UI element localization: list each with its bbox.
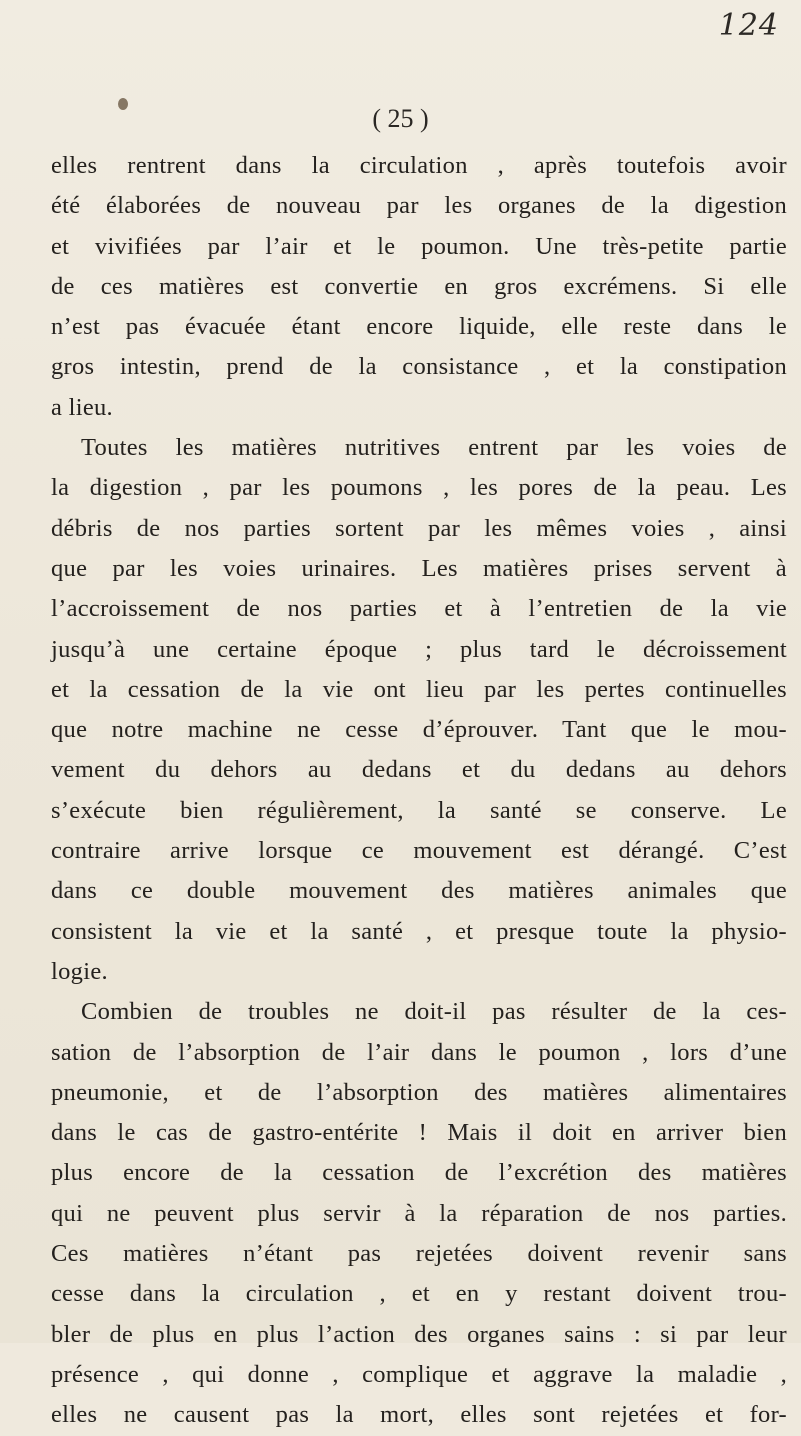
- text-line: a lieu.: [51, 393, 113, 421]
- text-line: débris de nos parties sortent par les mêmes voies , ainsi: [51, 514, 787, 542]
- text-line: la digestion , par les poumons , les pores de la peau. Les: [51, 474, 787, 502]
- text-line: dans le cas de gastro-entérite ! Mais il doit en arriver bien: [51, 1119, 787, 1147]
- text-line: consistent la vie et la santé , et presque toute la physio-: [51, 917, 787, 945]
- text-line: l’accroissement de nos parties et à l’entretien de la vie: [51, 595, 787, 623]
- text-line: pneumonie, et de l’absorption des matières alimentaires: [51, 1078, 787, 1106]
- text-line: et vivifiées par l’air et le poumon. Une très-petite partie: [51, 232, 787, 260]
- text-line: bler de plus en plus l’action des organes sains : si par leur: [51, 1320, 787, 1348]
- text-line: dans ce double mouvement des matières animales que: [51, 877, 787, 905]
- body-text: [51, 146, 787, 1436]
- page-number: ( 25 ): [372, 104, 429, 133]
- text-line: Ces matières n’étant pas rejetées doivent revenir sans: [51, 1240, 787, 1268]
- text-line: gros intestin, prend de la consistance , et la constipation: [51, 353, 787, 381]
- text-line: vement du dehors au dedans et du dedans au dehors: [51, 756, 787, 784]
- text-line: n’est pas évacuée étant encore liquide, elle reste dans le: [51, 313, 787, 341]
- text-line: que notre machine ne cesse d’éprouver. Tant que le mou-: [51, 716, 787, 744]
- text-line: de ces matières est convertie en gros excrémens. Si elle: [51, 272, 787, 300]
- text-line: elles ne causent pas la mort, elles sont rejetées et for-: [51, 1401, 787, 1429]
- text-line: contraire arrive lorsque ce mouvement est dérangé. C’est: [51, 837, 787, 865]
- text-line: Combien de troubles ne doit-il pas résulter de la ces-: [81, 998, 787, 1026]
- text-line: Toutes les matières nutritives entrent par les voies de: [81, 434, 787, 462]
- handwritten-page-mark: 124: [718, 8, 779, 43]
- text-line: et la cessation de la vie ont lieu par les pertes continuelles: [51, 675, 787, 703]
- text-line: elles rentrent dans la circulation , après toutefois avoir: [51, 152, 787, 179]
- text-line: logie.: [51, 957, 108, 985]
- text-line: s’exécute bien régulièrement, la santé se conserve. Le: [51, 796, 787, 824]
- text-line: sation de l’absorption de l’air dans le poumon , lors d’une: [51, 1038, 787, 1066]
- text-line: plus encore de la cessation de l’excrétion des matières: [51, 1159, 787, 1187]
- text-line: cesse dans la circulation , et en y restant doivent trou-: [51, 1280, 787, 1308]
- text-line: que par les voies urinaires. Les matières prises servent à: [51, 554, 787, 582]
- text-line: présence , qui donne , complique et aggrave la maladie ,: [51, 1360, 787, 1388]
- text-line: jusqu’à une certaine époque ; plus tard le décroissement: [51, 635, 787, 663]
- text-line: été élaborées de nouveau par les organes de la digestion: [51, 192, 787, 220]
- text-line: qui ne peuvent plus servir à la réparation de nos parties.: [51, 1199, 787, 1227]
